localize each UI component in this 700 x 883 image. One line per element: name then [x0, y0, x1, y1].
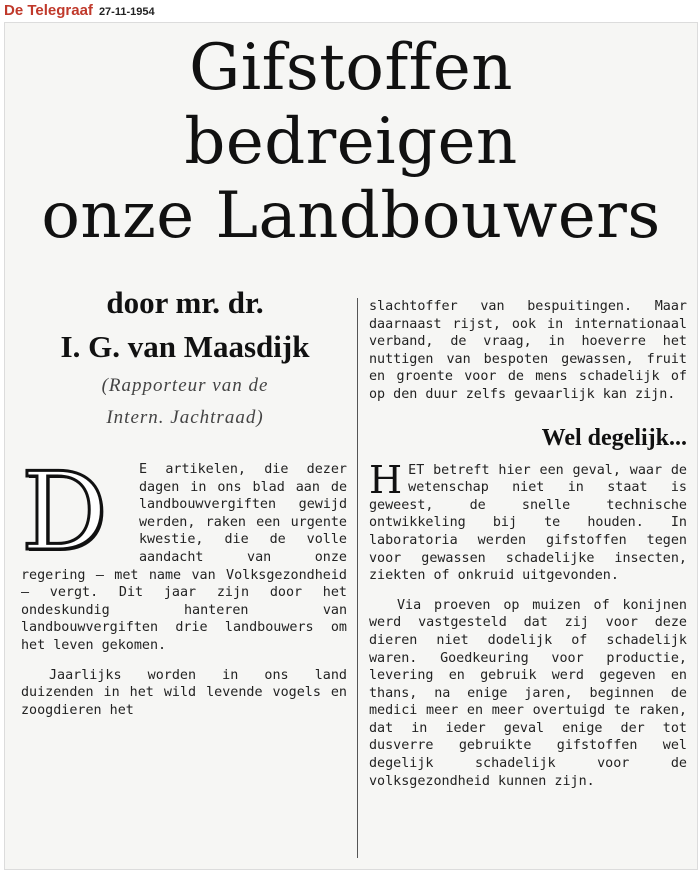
author-role-line-2: Intern. Jachtraad) [106, 407, 264, 428]
headline-line-2: onze Landbouwers [41, 179, 661, 253]
newspaper-clipping [4, 22, 698, 870]
publication-date: 27-11-1954 [98, 6, 155, 18]
right-column [369, 298, 687, 790]
drop-cap-h: H [369, 457, 403, 502]
section-opening-paragraph [369, 457, 687, 585]
second-paragraph: Jaarlijks worden in ons land duizenden in het wild levende vogels en zoogdieren het [21, 667, 347, 718]
drop-cap-d: D [21, 450, 108, 575]
continued-paragraph: slachtoffer van bespuitingen. Maar daarnaast rijst, ook in internationaal verband, de vraag, in hoeverre het nuttigen van bespoten gewassen, fruit en groente voor de mens schadelijk of op den duur zelfs gevaarlijk kan zijn. [369, 299, 687, 402]
headline [13, 31, 689, 253]
section-opening-text: ET betreft hier een geval, waar de wetenschap niet in staat is geweest, de snelle technische ontwikkeling bij te houden. In laboratoria werden gifstoffen tegen voor gewassen schadelijke insecten, ziekten of onkruid uitgevonden. [369, 462, 687, 584]
newspaper-name: De Telegraaf [4, 2, 93, 19]
column-divider [357, 298, 358, 858]
section-second-paragraph: Via proeven op muizen of konijnen werd vastgesteld dat zij voor deze dieren niet dodelijk of schadelijk waren. Goedkeuring voor productie, levering en gebruik werd gegeven en thans, na enige jaren, beginnen de medici meer en meer overtuigd te raken, dat in ieder geval enige der tot dusverre gebruikte gifstoffen wel degelijk schadelijk voor de volksgezondheid kunnen zijn. [369, 597, 687, 789]
left-column [21, 450, 347, 719]
opening-paragraph-text: E artikelen, die dezer dagen in ons blad aan de landbouwvergiften gewijd werden, raken een urgente kwestie, die de volle aandacht van onze regering — met name van Volksgezondheid — vergt. Dit jaar zijn door het ondeskundig hanteren van landbouwvergiften drie landbouwers om het leven gekomen. [21, 462, 347, 653]
author-role-line-1: (Rapporteur van de [101, 375, 269, 396]
author-name: I. G. van Maasdijk [60, 329, 310, 364]
author-block [25, 283, 345, 431]
headline-line-1: Gifstoffen bedreigen [184, 31, 518, 179]
masthead [4, 2, 155, 22]
byline-prefix: door mr. dr. [106, 285, 264, 320]
section-subhead: Wel degelijk... [541, 424, 687, 451]
opening-paragraph [21, 450, 347, 655]
